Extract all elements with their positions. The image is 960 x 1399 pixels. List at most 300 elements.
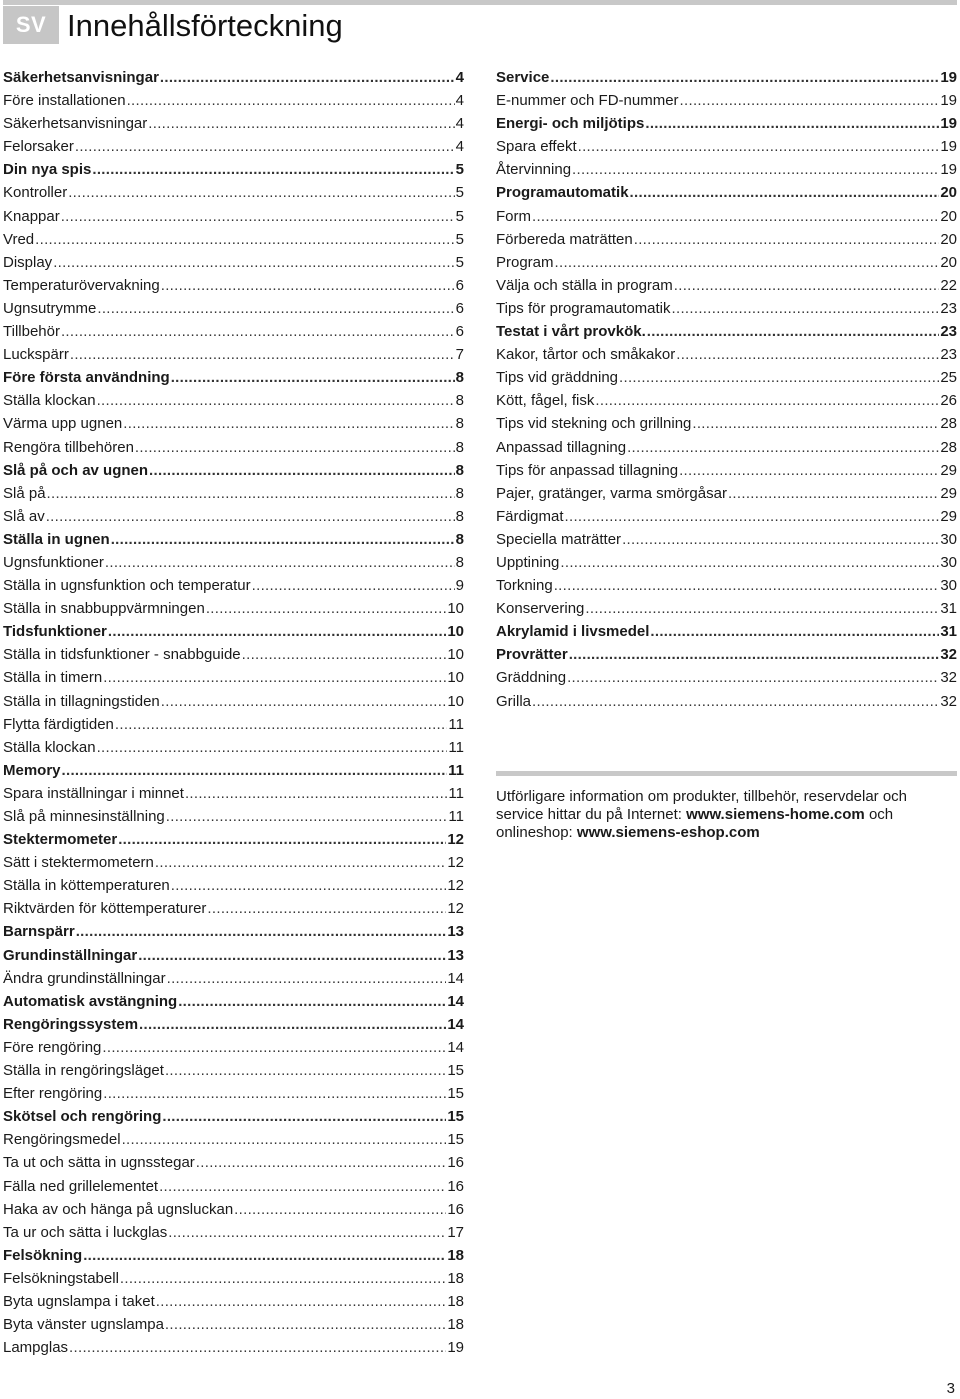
toc-leader-dots [162,1105,446,1128]
toc-leader-dots [103,666,446,689]
toc-entry-label: Ugnsfunktioner [3,553,104,571]
toc-entry-label: Före rengöring [3,1038,102,1056]
toc-entry-label: Riktvärden för köttemperaturer [3,900,207,918]
toc-entry[interactable] [3,1290,464,1313]
toc-leader-dots [62,759,448,782]
toc-entry[interactable] [3,181,464,204]
toc-entry-page: 10 [447,600,464,618]
toc-entry-page: 11 [448,761,464,779]
page-number: 3 [946,1380,955,1397]
toc-entry-page: 32 [940,692,957,710]
toc-entry[interactable] [3,205,464,228]
toc-entry-label: Förbereda maträtten [496,230,633,248]
toc-entry-label: Säkerhetsanvisningar [3,69,159,86]
siemens-eshop-link[interactable]: www.siemens-eshop.com [576,824,760,841]
toc-entry[interactable] [3,1175,464,1198]
toc-entry-label: Form [496,207,531,225]
toc-entry[interactable] [3,551,464,574]
toc-entry[interactable] [3,135,464,158]
toc-entry-page: 10 [447,692,464,710]
toc-entry-label: Slå av [3,507,45,525]
toc-entry-page: 8 [455,438,464,456]
toc-leader-dots [565,505,940,528]
toc-leader-dots [123,412,454,435]
toc-entry[interactable] [496,366,957,389]
toc-leader-dots [532,205,939,228]
info-text-before: Utförligare information om produkter, tillbehör, reservdelar och service hittar du på Internet: [496,788,908,823]
toc-entry[interactable] [496,459,957,482]
toc-entry[interactable] [496,574,957,597]
toc-entry-label: Felsökningstabell [3,1269,119,1287]
toc-leader-dots [138,944,446,967]
toc-leader-dots [108,620,446,643]
toc-entry-label: Välja och ställa in program [496,276,673,294]
toc-entry-label: Memory [3,761,61,779]
toc-section-entry[interactable] [496,112,957,135]
toc-leader-dots [595,389,939,412]
toc-entry-page: 5 [455,161,464,179]
toc-entry-label: Akrylamid i livsmedel [496,623,650,641]
toc-entry-label: Skötsel och rengöring [3,1108,162,1126]
toc-entry-label: Gräddning [496,669,567,687]
toc-entry-label: Torkning [496,577,553,595]
toc-entry-page: 15 [447,1131,464,1149]
toc-entry[interactable] [3,274,464,297]
toc-entry-page: 8 [455,530,464,548]
toc-entry-label: Fälla ned grillelementet [3,1177,159,1195]
toc-entry[interactable] [3,228,464,251]
toc-entry-page: 17 [447,1223,464,1241]
toc-entry-label: Provrätter [496,646,568,664]
toc-leader-dots [97,389,455,412]
toc-entry[interactable] [3,412,464,435]
toc-entry-page: 26 [940,392,957,410]
toc-entry-page: 10 [447,646,464,664]
toc-entry-page: 10 [447,669,464,687]
toc-entry[interactable] [3,574,464,597]
toc-entry-page: 23 [940,299,957,317]
toc-leader-dots [185,782,447,805]
toc-entry-label: Program [496,253,554,271]
toc-entry-label: Haka av och hänga på ugnsluckan [3,1200,234,1218]
toc-entry-page: 31 [940,623,957,641]
toc-section-entry[interactable] [3,459,464,482]
toc-entry-label: Slå på och av ugnen [3,461,149,479]
toc-entry-label: Ställa in köttemperaturen [3,877,170,895]
toc-entry-page: 15 [447,1085,464,1103]
toc-entry-page: 5 [455,230,464,248]
toc-entry-page: 12 [447,877,464,895]
toc-entry-label: Ställa in tidsfunktioner - snabbguide [3,646,241,664]
toc-entry-label: Luckspärr [3,346,69,364]
toc-entry-label: Efter rengöring [3,1085,103,1103]
toc-entry[interactable] [496,343,957,366]
toc-leader-dots [252,574,455,597]
toc-entry-label: Automatisk avstängning [3,992,178,1010]
toc-entry-page: 19 [940,115,957,133]
toc-leader-dots [76,920,447,943]
toc-leader-dots [75,135,455,158]
toc-leader-dots [578,135,940,158]
toc-entry-page: 14 [447,1015,464,1033]
toc-leader-dots [68,181,454,204]
toc-entry[interactable] [3,1313,464,1336]
toc-entry-label: Spara inställningar i minnet [3,784,184,802]
toc-entry-page: 11 [448,715,464,733]
toc-leader-dots [167,967,447,990]
toc-entry-label: Ställa in timern [3,669,103,687]
toc-entry-page: 32 [940,646,957,664]
toc-leader-dots [650,620,939,643]
toc-entry-page: 12 [447,900,464,918]
toc-entry-label: Tips för programautomatik [496,299,671,317]
toc-entry-page: 13 [447,923,464,941]
toc-entry[interactable] [3,643,464,666]
toc-entry-page: 30 [940,553,957,571]
toc-entry-label: Tidsfunktioner [3,623,107,641]
toc-entry-page: 19 [940,138,957,156]
toc-entry-page: 25 [940,369,957,387]
toc-section-entry[interactable] [496,643,957,666]
toc-entry[interactable] [496,505,957,528]
toc-entry-label: Rengöringssystem [3,1015,139,1033]
toc-leader-dots [234,1198,446,1221]
toc-leader-dots [161,690,447,713]
language-badge: SV [3,6,59,44]
toc-entry-page: 30 [940,577,957,595]
toc-entry[interactable] [3,597,464,620]
toc-entry-label: Knappar [3,207,60,225]
toc-entry-page: 20 [940,230,957,248]
toc-leader-dots [692,412,939,435]
toc-leader-dots [171,366,455,389]
toc-entry-page: 7 [455,346,464,364]
toc-entry-page: 4 [455,138,464,156]
toc-entry[interactable] [3,1059,464,1082]
toc-entry[interactable] [3,851,464,874]
toc-leader-dots [47,482,455,505]
toc-leader-dots [61,320,455,343]
toc-entry-label: Ställa in snabbuppvärmningen [3,600,205,618]
toc-entry-label: Programautomatik [496,184,629,202]
toc-entry-label: Spara effekt [496,138,577,156]
toc-entry[interactable] [3,1336,464,1359]
toc-leader-dots [165,1313,446,1336]
toc-leader-dots [97,297,454,320]
toc-entry-page: 5 [455,207,464,225]
toc-entry[interactable] [3,343,464,366]
toc-entry-page: 14 [447,992,464,1010]
toc-entry[interactable] [496,135,957,158]
toc-entry-page: 14 [447,1038,464,1056]
toc-entry[interactable] [496,666,957,689]
toc-entry[interactable] [496,690,957,713]
toc-leader-dots [585,597,939,620]
toc-entry[interactable] [3,967,464,990]
toc-entry-page: 19 [940,92,957,110]
toc-entry-label: Barnspärr [3,923,75,941]
toc-entry[interactable] [3,713,464,736]
toc-section-entry[interactable] [3,66,464,89]
toc-entry[interactable] [496,89,957,112]
toc-entry[interactable] [496,528,957,551]
toc-leader-dots [679,459,939,482]
toc-entry-label: Tips för anpassad tillagning [496,461,679,479]
toc-leader-dots [168,1221,446,1244]
toc-entry-page: 18 [447,1269,464,1287]
toc-entry[interactable] [3,1151,464,1174]
toc-section-entry[interactable] [3,759,464,782]
toc-section-entry[interactable] [3,1013,464,1036]
toc-entry[interactable] [496,251,957,274]
toc-leader-dots [555,251,940,274]
toc-entry-label: Ställa in ugnen [3,530,110,548]
toc-section-entry[interactable] [3,528,464,551]
toc-section-entry[interactable] [3,158,464,181]
toc-entry[interactable] [3,1128,464,1151]
toc-leader-dots [569,643,940,666]
toc-entry[interactable] [3,874,464,897]
toc-leader-dots [728,482,939,505]
toc-leader-dots [532,690,939,713]
toc-section-entry[interactable] [3,944,464,967]
toc-entry-page: 18 [447,1292,464,1310]
toc-entry[interactable] [3,1082,464,1105]
toc-entry[interactable] [3,805,464,828]
toc-leader-dots [619,366,939,389]
toc-entry[interactable] [3,389,464,412]
toc-entry-page: 11 [448,808,464,825]
toc-leader-dots [139,1013,446,1036]
toc-leader-dots [61,205,455,228]
toc-leader-dots [567,666,939,689]
toc-entry-label: Grilla [496,692,532,710]
toc-entry-label: Felsökning [3,1246,83,1264]
toc-leader-dots [207,897,446,920]
toc-entry-label: Rengöra tillbehören [3,438,134,456]
toc-entry-page: 16 [447,1200,464,1218]
toc-section-entry[interactable] [3,1105,464,1128]
toc-entry-label: Pajer, gratänger, varma smörgåsar [496,484,727,502]
toc-leader-dots [97,736,448,759]
toc-entry-page: 15 [447,1108,464,1126]
toc-leader-dots [120,1267,446,1290]
toc-entry-label: Tips vid gräddning [496,369,619,387]
toc-section-entry[interactable] [496,181,957,204]
toc-entry-page: 6 [455,276,464,294]
toc-leader-dots [674,274,940,297]
page-title: Innehållsförteckning [67,8,343,43]
toc-entry-label: Tips vid stekning och grillning [496,415,692,433]
toc-entry-label: Anpassad tillagning [496,438,627,456]
toc-entry-label: E-nummer och FD-nummer [496,92,679,110]
toc-leader-dots [156,1290,447,1313]
toc-leader-dots [627,436,939,459]
toc-entry-page: 8 [455,484,464,502]
toc-entry-label: Konservering [496,600,585,618]
siemens-home-link[interactable]: www.siemens-home.com [686,806,865,823]
toc-section-entry[interactable] [3,620,464,643]
toc-entry-label: Färdigmat [496,507,564,525]
toc-entry-label: Före första användning [3,369,170,387]
toc-entry[interactable] [3,251,464,274]
toc-entry[interactable] [3,89,464,112]
toc-leader-dots [630,181,940,204]
toc-entry-page: 12 [447,854,464,872]
toc-entry-page: 20 [940,184,957,202]
toc-leader-dots [676,343,939,366]
toc-entry-label: Slå på minnesinställning [3,808,165,825]
toc-entry-label: Byta vänster ugnslampa [3,1316,164,1334]
toc-entry-page: 19 [447,1339,464,1357]
toc-entry-page: 28 [940,415,957,433]
toc-entry-page: 11 [448,784,464,802]
toc-entry-page: 18 [447,1246,464,1264]
toc-section-entry[interactable] [3,920,464,943]
toc-section-entry[interactable] [3,828,464,851]
toc-entry[interactable] [496,551,957,574]
toc-entry-page: 8 [455,553,464,571]
toc-entry[interactable] [496,205,957,228]
toc-entry-page: 8 [455,507,464,525]
toc-entry-label: Ställa klockan [3,392,96,410]
toc-leader-dots [155,851,446,874]
toc-entry[interactable] [3,1198,464,1221]
toc-entry-label: Återvinning [496,161,572,179]
toc-entry[interactable] [3,690,464,713]
toc-leader-dots [680,89,940,112]
toc-entry-label: Kött, fågel, fisk [496,392,595,410]
toc-entry-page: 19 [940,161,957,179]
toc-leader-dots [103,1082,446,1105]
toc-entry[interactable] [496,412,957,435]
toc-entry[interactable] [3,666,464,689]
toc-leader-dots [554,574,940,597]
toc-entry-page: 20 [940,207,957,225]
toc-entry-label: Kontroller [3,184,68,202]
toc-entry[interactable] [496,158,957,181]
toc-leader-dots [166,805,448,828]
toc-entry[interactable] [496,389,957,412]
toc-leader-dots [118,828,446,851]
toc-entry[interactable] [3,1036,464,1059]
toc-entry[interactable] [3,482,464,505]
toc-entry-label: Ändra grundinställningar [3,969,166,987]
toc-entry-page: 4 [455,69,464,86]
toc-entry[interactable] [3,112,464,135]
toc-entry-page: 15 [447,1062,464,1080]
toc-entry[interactable] [496,482,957,505]
toc-entry[interactable] [496,597,957,620]
toc-entry-label: Service [496,69,550,86]
toc-section-entry[interactable] [496,320,957,343]
toc-leader-dots [550,66,939,89]
toc-entry-label: Ställa in rengöringsläget [3,1062,164,1080]
toc-entry-page: 8 [455,415,464,433]
toc-section-entry[interactable] [3,366,464,389]
toc-leader-dots [127,89,455,112]
toc-entry-label: Stektermometer [3,831,118,849]
toc-leader-dots [105,551,455,574]
toc-leader-dots [572,158,939,181]
toc-entry-label: Före installationen [3,92,126,110]
toc-entry-page: 30 [940,530,957,548]
toc-leader-dots [647,320,940,343]
toc-entry-label: Värma upp ugnen [3,415,123,433]
toc-entry-label: Ta ur och sätta i luckglas [3,1223,168,1241]
toc-leader-dots [645,112,939,135]
toc-leader-dots [70,343,455,366]
toc-leader-dots [122,1128,447,1151]
toc-section-entry[interactable] [3,1244,464,1267]
toc-entry-label: Felorsaker [3,138,74,156]
toc-entry-page: 8 [455,461,464,479]
toc-leader-dots [161,274,455,297]
toc-leader-dots [111,528,455,551]
toc-entry[interactable] [3,505,464,528]
toc-entry-page: 16 [447,1154,464,1172]
toc-entry-label: Rengöringsmedel [3,1131,121,1149]
toc-entry-page: 16 [447,1177,464,1195]
toc-entry-page: 4 [455,92,464,110]
toc-entry-page: 28 [940,438,957,456]
toc-entry-label: Flytta färdigtiden [3,715,114,733]
toc-entry-page: 9 [455,577,464,595]
toc-entry-page: 10 [447,623,464,641]
toc-entry[interactable] [3,320,464,343]
toc-entry-page: 31 [940,600,957,618]
toc-entry-label: Temperaturövervakning [3,276,160,294]
toc-leader-dots [206,597,447,620]
toc-entry-label: Tillbehör [3,323,60,341]
toc-leader-dots [196,1151,447,1174]
toc-entry-label: Ugnsutrymme [3,299,97,317]
toc-entry-page: 32 [940,669,957,687]
toc-entry-label: Speciella maträtter [496,530,622,548]
toc-leader-dots [92,158,454,181]
toc-entry[interactable] [3,897,464,920]
toc-entry[interactable] [3,297,464,320]
toc-entry[interactable] [3,436,464,459]
toc-entry[interactable] [496,436,957,459]
toc-section-entry[interactable] [496,620,957,643]
toc-leader-dots [672,297,940,320]
toc-leader-dots [160,66,455,89]
toc-entry-page: 22 [940,276,957,294]
toc-leader-dots [178,990,446,1013]
toc-entry-label: Testat i vårt provkök. [496,323,646,341]
toc-entry[interactable] [496,274,957,297]
toc-entry-label: Sätt i stektermometern [3,854,154,872]
toc-entry-page: 29 [940,484,957,502]
toc-entry[interactable] [3,736,464,759]
toc-section-entry[interactable] [496,66,957,89]
toc-entry[interactable] [496,297,957,320]
toc-entry-page: 23 [940,346,957,364]
toc-entry-page: 14 [447,969,464,987]
toc-entry[interactable] [3,1267,464,1290]
toc-leader-dots [242,643,447,666]
info-paragraph [496,788,957,842]
toc-entry[interactable] [496,228,957,251]
toc-entry-page: 18 [447,1316,464,1334]
toc-entry[interactable] [3,1221,464,1244]
toc-leader-dots [102,1036,446,1059]
toc-entry-label: Display [3,253,53,271]
toc-section-entry[interactable] [3,990,464,1013]
toc-entry[interactable] [3,782,464,805]
toc-entry-label: Ställa klockan [3,738,96,756]
